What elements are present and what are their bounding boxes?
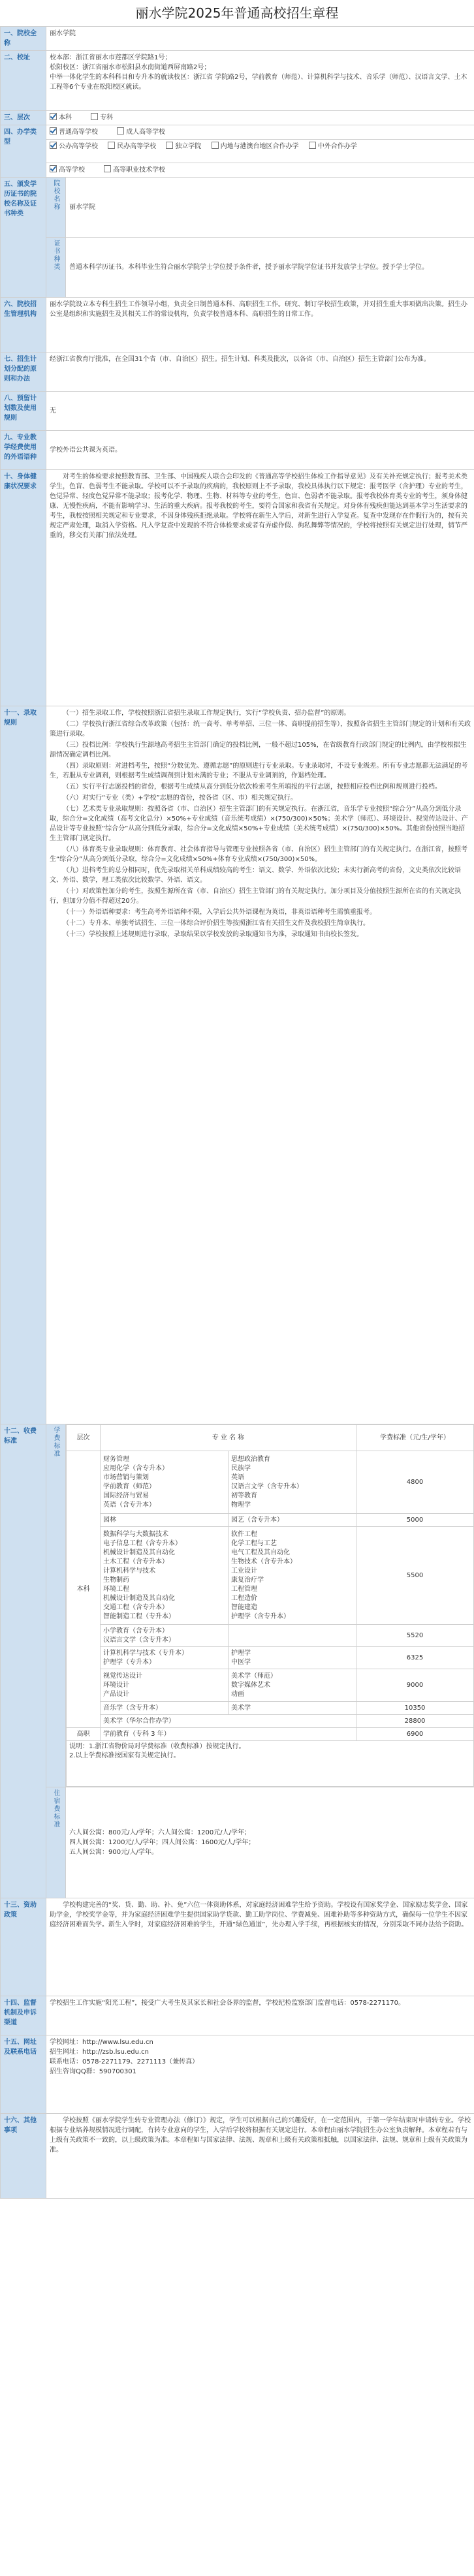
admission-paragraph: （六）对实行“专业（类）+学校”志愿的省份，按各省（区、市）相关规定执行。 [63,794,297,802]
fee-row [67,1702,474,1715]
value-cert-kind: 普通本科学历证书。本科毕业生符合丽水学院学士学位授予条件者，授予丽水学院学位证书并发放学士学位。授予学士学位。 [66,238,474,298]
label-health: 十、身体健康状况要求 [1,470,46,706]
row-admission [1,706,474,1424]
option-label: 高等学校 [59,166,85,174]
fee-amount: 6900 [356,1728,474,1741]
label-fees-study [46,1424,66,1787]
fee-note: 2.以上学费标准按国家有关规定执行。 [69,1752,180,1759]
value-level [46,111,474,125]
label-type: 四、办学类型 [1,125,46,178]
fee-row [67,1715,474,1728]
row-other [1,2114,474,2199]
fee-majors-b: 软件工程 化学工程与工艺 电气工程及其自动化 生物技术（含专升本） 工业设计 康复治疗学 工程管理 工程造价 智能建造 护理学（含专升本） [229,1527,356,1625]
value-fees-study [66,1424,474,1787]
label-school-name: 一、院校全称 [1,27,46,51]
fee-table [66,1424,474,1787]
admission-paragraph: （十三）学校按照上述规则进行录取，录取结果以学校发放的录取通知书为准，录取通知书由校长签发。 [63,931,363,938]
label-other: 十六、其他事项 [1,2114,46,2199]
row-reserve [1,392,474,431]
option-label: 成人高等学校 [126,129,166,136]
fee-level-zhuan: 高职 [67,1728,101,1741]
option-label: 专科 [100,114,114,121]
fee-majors-b: 美术学（师范） 数字媒体艺术 动画 [229,1669,356,1702]
option-label: 高等职业技术学校 [113,166,166,174]
admission-paragraph: （五）实行平行志愿投档的省份，根据考生成绩从高分到低分依次检索考生所填报的平行志愿，按照相应投档比例和规则进行投档。 [63,783,441,791]
row-contact [1,2035,474,2114]
row-fees-stay [1,1787,474,1898]
contact-phone: 联系电话：0578-2271179、2271113（兼传真） [50,2058,199,2066]
level-option-junior[interactable] [91,113,113,123]
fee-header-row [67,1425,474,1451]
fee-amount: 6325 [356,1647,474,1669]
admission-paragraph: （十二）专升本、单独考试招生、三位一体综合评价招生等按照浙江省有关招生文件及我校招生简章执行。 [63,920,370,927]
page-title: 丽水学院2025年普通高校招生章程 [135,5,339,21]
admission-paragraph: （十一）外语语种要求：考生高考外语语种不限，入学后公共外语课程为英语，非英语语种考生需慎重报考。 [63,909,376,916]
value-admission [46,706,474,1424]
aid-paragraph: 学校构建完善的“奖、贷、勤、助、补、免”六位一体资助体系，对家庭经济困难学生给予资助。学校设有国家奖学金、国家励志奖学金、国家助学金，学校奖学金等，并为家庭经济困难学生提供国家助学贷款、勤工助学岗位、学费减免、困难补助等多种资助方式，确保每一位学生不因家庭经济困难而失学。新生入学时，对家庭经济困难的学生，开通“绿色通道”，先办理入学手续，再根据核实的情况，分别采取不同办法给予资助。 [50,1902,468,1928]
fee-majors-a: 音乐学（含专升本） [101,1702,229,1715]
fee-majors-b: 思想政治教育 民族学 英语 汉语言文学（含专升本） 初等教育 物理学 [229,1451,356,1514]
row-campus [1,51,474,111]
fee-row [67,1514,474,1527]
charter-table [0,26,474,2199]
fee-amount: 5520 [356,1625,474,1647]
checkbox-checked-icon [50,127,57,134]
fee-row [67,1669,474,1702]
row-health [1,470,474,706]
fee-majors-a: 财务管理 应用化学（含专升本） 市场营销与策划 学前教育（师范） 国际经济与贸易 英语（含专升本） [101,1451,229,1514]
checkbox-empty-icon [91,113,98,120]
option-label: 内地与港澳台地区合作办学 [220,143,299,150]
row-cert-2 [1,238,474,298]
type-option[interactable] [309,142,357,151]
admission-paragraph: （八）体育类专业录取规则：体育教育、社会体育指导与管理专业按照各省（市、自治区）招生主管部门的有关规定执行。在浙江省，按照考生“综合分”从高分到低分录取，综合分=文化成绩×50%+体育专业成绩×(750/300)×50%。 [50,846,467,863]
fee-note: 说明：1.浙江省物价局对学费标准（收费标准）按规定执行。 [69,1743,245,1750]
value-other [46,2114,474,2199]
value-campus [46,51,474,111]
row-type-2 [1,140,474,163]
fee-majors-b: 护理学 中医学 [229,1647,356,1669]
value-reserve: 无 [46,392,474,431]
stay-line: 四人间公寓：1200元/人/学年；四人间公寓：1600元/人/学年； [69,1839,255,1846]
label-cert: 五、颁发学历证书的院校名称及证书种类 [1,178,46,298]
fee-notes [67,1741,474,1787]
checkbox-empty-icon [166,142,173,149]
fee-majors-a: 视觉传达设计 环境设计 产品设计 [101,1669,229,1702]
vertical-label: 学费标准 [52,1426,59,1458]
vertical-label: 住宿费标准 [52,1789,59,1829]
admission-paragraph: （七）艺术类专业录取规则：按照各省（市、自治区）招生主管部门的有关规定执行。在浙江省，音乐学专业按照“综合分”从高分到低分录取，综合分=文化成绩（高考文化总分）×50%+专业成绩（音乐统考成绩）×(750/300)×50%；美术学（师范）、环境设计、视觉传达设计、产品设计等专业按照“综合分”从高分到低分录取，综合分=文化成绩×50%+专业成绩（美术统考成绩）×(750/300)×50%。其他省份按照当地招生主管部门规定执行。 [50,806,468,842]
health-paragraph: 对考生的体检要求按照教育部、卫生部、中国残疾人联合会印发的《普通高等学校招生体检工作指导意见》及有关补充规定执行；报考美术类学生，色盲、色弱考生不能录取。学校可以不予录取的疾病的，我校原则上不予录取，我校具体执行以下规定：报考医学（含护理）专业的考生，色觉异常、轻度色觉异常不能录取；报考化学、物理、生物、材料等专业的考生，色盲、色弱者不能录取。报考我校体育类专业的考生，须身体健康、无慢性疾病，不能有影响学习、生活的重大疾病。报考我校的考生，要符合国家和我省有关规定。对身体有残疾但能达到基本学习生活要求的考生，我校按照相关规定和专业要求，不因身体残疾拒绝录取。学校将在新生入学后，对新生进行入学复查。复查中发现存在作假行为的，按有关规定严肃处理，取消入学资格。凡入学复查中发现的不符合体检要求或者有弄虚作假、徇私舞弊等情况的，学校将按照有关规定进行处理，情节严重的，移交有关部门依法处理。 [50,473,467,539]
row-plan [1,353,474,392]
row-school-name [1,27,474,51]
fee-majors-a: 数据科学与大数据技术 电子信息工程（含专升本） 机械设计制造及其自动化 土木工程（含专升本） 计算机科学与技术 生物制药 环境工程 机械设计制造及其自动化 交通工程（含专升本） 智能制造工程（专升本） [101,1527,229,1625]
other-paragraph: 学校按照《丽水学院学生转专业管理办法（修订）》规定，学生可以根据自己的兴趣爱好，在一定范围内，于第一学年结束时申请转专业。学校根据专业培养规模情况进行调配，有转专业意向的学生，入学后学校将根据有关规定进行。本章程由丽水学院招生办公室负责解释。本章程若有与上级有关政策不一致的，以上级政策为准。本章程如与国家法律、法规、规章和上级有关政策相抵触，以国家法律、法规、规章和上级有关政策为准。 [50,2117,471,2154]
checkbox-empty-icon [108,142,115,149]
admission-paragraph: （十）对政策性加分的考生，按照生源所在省（市、自治区）招生主管部门的有关规定执行。加分项目及分值按照生源所在省的有关规定执行，但加分分值不得超过20分。 [50,888,461,905]
row-aid [1,1898,474,1996]
stay-line: 六人间公寓：800元/人/学年；六人间公寓：1200元/人/学年； [69,1829,251,1836]
option-label: 普通高等学校 [59,129,98,136]
type-option[interactable] [212,142,299,151]
checkbox-checked-icon [50,165,57,172]
checkbox-checked-icon [50,113,57,120]
fee-majors-b [229,1625,356,1647]
type-row-3 [46,163,474,178]
row-language [1,431,474,470]
label-fees-stay [46,1787,66,1898]
fee-header-fee: 学费标准（元/生/学年） [356,1425,474,1451]
admission-paragraph: （三）投档比例：学校执行生源地高考招生主管部门确定的投档比例，一般不超过105%，在省级教育行政部门规定的比例内，由学校根据生源情况确定调档比例。 [50,742,467,759]
row-fees-study [1,1424,474,1787]
fee-amount: 9000 [356,1669,474,1702]
fee-majors-a: 园林 [101,1514,229,1527]
admission-paragraph: （九）进档考生的总分相同时，优先录取相关单科成绩较高的考生：语文、数学、外语依次比较；未实行新高考的省份，文史类依次比较语文、外语、数学，理工类依次比较数学、外语、语文。 [50,867,461,884]
label-monitor: 十四、监督机制及申诉渠道 [1,1996,46,2035]
vertical-label: 证书种类 [52,240,59,271]
contact-website-link[interactable]: 学校网址：http://www.lsu.edu.cn [50,2039,153,2046]
fee-majors-a: 计算机科学与技术（专升本） 护理学（专升本） [101,1647,229,1669]
admission-paragraph: （一）招生录取工作，学校按照浙江省招生录取工作规定执行，实行“学校负责、招办监督”的原则。 [63,710,351,717]
type-option[interactable] [108,142,156,151]
type-option[interactable] [50,165,85,175]
campus-line: 松阳校区：浙江省丽水市松阳县水南街道西屏南路2号； [50,64,211,71]
fee-row [67,1625,474,1647]
fee-amount: 10350 [356,1702,474,1715]
fee-note-row [67,1741,474,1787]
admission-paragraph: （四）录取原则：对进档考生，按照“分数优先、遵循志愿”的原则进行专业录取。专业录取时，不设专业级差。所有专业志愿都无法满足的考生，若服从专业调剂，则根据考生成绩调剂到计划未满的专业；不服从专业调剂的，作退档处理。 [50,762,468,779]
value-plan: 经浙江省教育厅批准，在全国31个省（市、自治区）招生。招生计划、科类及批次，以各省（市、自治区）招生主管部门公布为准。 [46,353,474,392]
row-org [1,298,474,353]
label-plan: 七、招生计划分配的原则和办法 [1,353,46,392]
value-contact [46,2035,474,2114]
checkbox-empty-icon [212,142,219,149]
fee-majors-b: 园艺（含专升本） [229,1514,356,1527]
type-row-1 [46,125,474,140]
fee-header-major: 专 业 名 称 [101,1425,356,1451]
checkbox-empty-icon [309,142,316,149]
row-type-3 [1,163,474,178]
value-school-name: 丽水学院 [46,27,474,51]
campus-line: 中举一体化学生的本科科目和专升本的就读校区：浙江省 学院路2号，学前教育（师范）、计算机科学与技术、音乐学（师范）、汉语言文学、土木工程等6个专业在松阳校区就读。 [50,74,467,91]
fee-amount: 5000 [356,1514,474,1527]
row-level [1,111,474,125]
fee-amount: 4800 [356,1451,474,1514]
vertical-label: 院校名称 [52,180,59,211]
contact-admission-link[interactable]: 招生网址：http://zsb.lsu.edu.cn [50,2049,149,2056]
value-aid [46,1898,474,1996]
label-cert-school [46,178,66,238]
level-option-undergrad[interactable] [50,113,72,123]
type-option[interactable] [117,127,165,137]
option-label: 中外合作办学 [317,143,357,150]
checkbox-checked-icon [50,142,57,149]
label-aid: 十三、资助政策 [1,1898,46,1996]
label-fees: 十二、收费标准 [1,1424,46,1898]
row-cert-1 [1,178,474,238]
fee-majors-b: 美术学 [229,1702,356,1715]
label-admission: 十一、录取规则 [1,706,46,1424]
type-option[interactable] [104,165,165,175]
value-fees-stay [66,1787,474,1898]
fee-level-undergrad: 本科 [67,1451,101,1728]
stay-line: 五人间公寓：900元/人/学年。 [69,1849,158,1856]
fee-zhuan-major: 学前教育（专科 3 年） [101,1728,356,1741]
campus-line: 校本部：浙江省丽水市莲都区学院路1号； [50,54,172,61]
fee-majors-a: 小学教育（含专升本） 汉语言文学（含专升本） [101,1625,229,1647]
fee-row-zhuan [67,1728,474,1741]
label-contact: 十五、网址及联系电话 [1,2035,46,2114]
fee-row [67,1451,474,1514]
admission-paragraph: （二）学校执行浙江省综合改革政策（包括：统一高考、单考单招、三位一体、高职提前招生等），按照各省招生主管部门规定的计划和有关政策进行录取。 [50,721,471,738]
option-label: 公办高等学校 [59,143,98,150]
checkbox-empty-icon [117,127,124,134]
option-label: 民办高等学校 [117,143,157,150]
type-row-2 [46,140,474,163]
fee-row [67,1527,474,1625]
type-option[interactable] [50,127,98,137]
option-label: 本科 [59,114,72,121]
value-health [46,470,474,706]
label-campus: 二、校址 [1,51,46,111]
label-org: 六、院校招生管理机构 [1,298,46,353]
type-option[interactable] [166,142,201,151]
checkbox-empty-icon [104,165,111,172]
row-monitor [1,1996,474,2035]
fee-majors-a: 美术学（华尔合作办学） [101,1715,356,1728]
contact-qq: 招生咨询QQ群：590700301 [50,2068,137,2075]
label-cert-kind [46,238,66,298]
label-level: 三、层次 [1,111,46,125]
option-label: 独立学院 [175,143,202,150]
fee-row [67,1647,474,1669]
value-org: 丽水学院设立本专科生招生工作领导小组，负责全日制普通本科、高职招生工作。研究、制订学校招生政策，并对招生重大事项做出决策。招生办公室是组织和实施招生及其相关工作的常设机构，负责学校普通本科、高职招生的日常工作。 [46,298,474,353]
fee-amount: 5500 [356,1527,474,1625]
type-option[interactable] [50,142,98,151]
fee-header-level: 层次 [67,1425,101,1451]
value-monitor: 学校招生工作实施“阳光工程”，接受广大考生及其家长和社会各界的监督，学校纪检监察部门监督电话：0578-2271170。 [46,1996,474,2035]
fee-amount: 28800 [356,1715,474,1728]
value-cert-school: 丽水学院 [66,178,474,238]
value-language: 学校外语公共课为英语。 [46,431,474,470]
row-type-1 [1,125,474,140]
label-language: 九、专业教学经费使用的外语语种 [1,431,46,470]
label-reserve: 八、预留计划数及使用规则 [1,392,46,431]
